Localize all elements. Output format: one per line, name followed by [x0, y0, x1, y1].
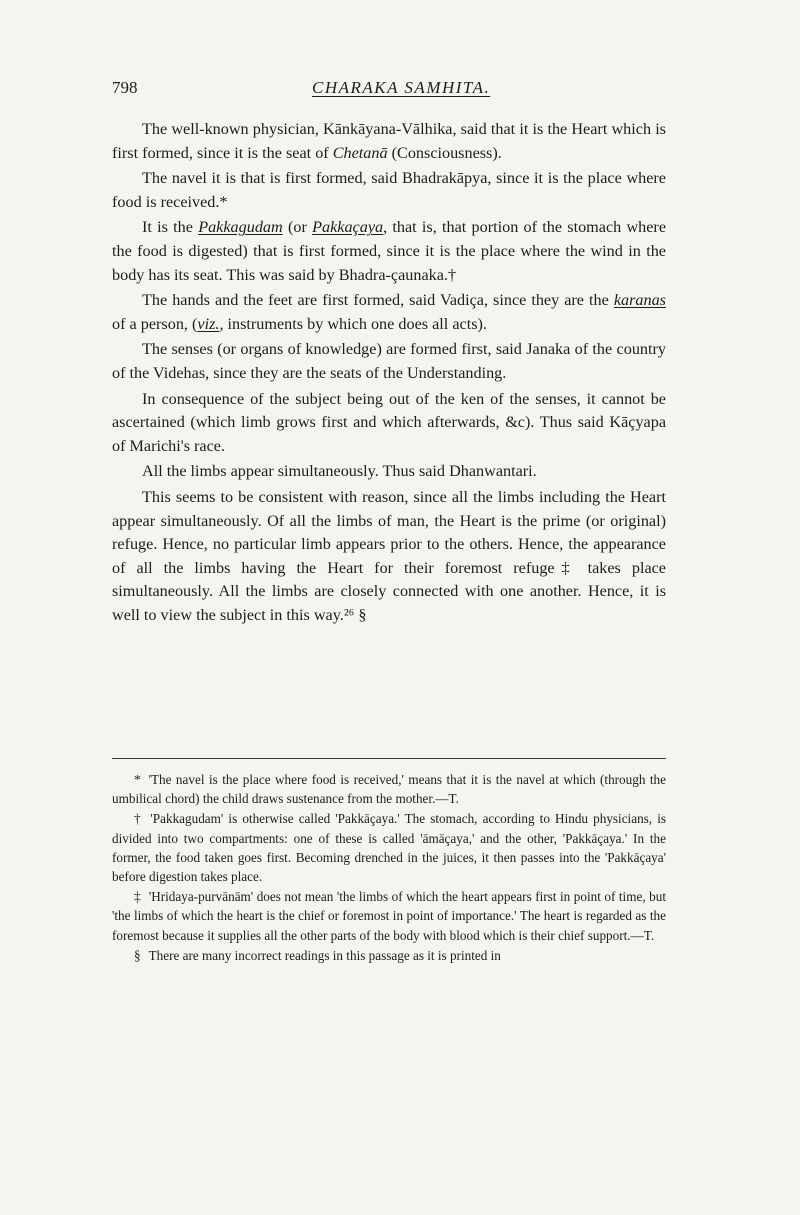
paragraph-simultaneous: All the limbs appear simultaneously. Thus said Dhanwantari. [142, 462, 537, 481]
footnote-mark: † [134, 811, 143, 827]
text-run: of a person, ( [112, 314, 198, 333]
text-run: The well-known physician, Kānkāyana-Vālhika, said that it is the Heart which is first formed, since it is the seat of [112, 120, 666, 162]
paragraph-navel: The navel it is that is first formed, said Bhadrakāpya, since it is the place where food is received.* [112, 169, 666, 211]
page-header [112, 78, 672, 104]
footnote [112, 887, 666, 945]
footnote-text: There are many incorrect readings in this passage as it is printed in [148, 947, 501, 963]
paragraph-consistent: This seems to be consistent with reason, since all the limbs including the Heart appear simultaneously. Of all the limbs of man, the Heart is the prime (or original) refuge. Hence, no particular limb appears prior to the others. Hence, the appearance of all the limbs having the Heart for their foremost refuge‡ takes place simultaneously. All the limbs are closely connected with one another. Hence, it is well to view the subject in this way.²⁶ § [112, 487, 666, 624]
running-title: CHARAKA SAMHITA. [312, 78, 491, 97]
text-run: (Consciousness). [387, 143, 502, 162]
text-run-italic: viz. [197, 314, 220, 333]
footnote [112, 946, 666, 965]
page-number: 798 [112, 78, 138, 97]
text-run-italic: Chetanā [332, 143, 388, 162]
footnote-text: 'The navel is the place where food is received,' means that it is the navel at which (through the umbilical chord) the child draws sustenance from the mother.—T. [112, 772, 666, 807]
paragraph-ken: In consequence of the subject being out of the ken of the senses, it cannot be ascertained (which limb grows first and which afterwards, &c). Thus said Kāçyapa of Marichi's race. [112, 389, 666, 455]
footnote-mark: * [134, 772, 141, 787]
footnote-mark: ‡ [134, 889, 141, 905]
text-run: The hands and the feet are first formed, said Vadiça, since they are the [142, 291, 614, 310]
paragraph-pakkagudam [112, 216, 666, 287]
text-run-italic: karanas [613, 291, 666, 310]
text-run-italic: Pakkagudam [198, 218, 283, 237]
footnote-divider [112, 758, 666, 759]
paragraph-hands-feet [112, 289, 666, 336]
footnote-mark: § [134, 947, 141, 963]
footnote [112, 809, 666, 886]
footnote [112, 770, 666, 808]
text-run-italic: Pakkaçaya [312, 218, 384, 237]
text-run: (or [282, 218, 313, 237]
paragraph-heart [112, 118, 666, 165]
text-run: , instruments by which one does all acts). [219, 314, 487, 333]
footnotes [112, 770, 666, 966]
text-run: , that is, that portion of the stomach where the food is digested) that is first formed, since it is the place where the wind in the body has its seat. This was said by Bhadra-çaunaka.† [112, 218, 667, 284]
footnote-text: 'Hridaya-purvānām' does not mean 'the limbs of which the heart appears first in point of time, but 'the limbs of which the heart is the chief or foremost in point of importance.' The heart is regarded as the foremost because it supplies all the other parts of the body with blood which is their chief support.—T. [112, 889, 666, 943]
main-text [112, 118, 666, 629]
paragraph-senses: The senses (or organs of knowledge) are formed first, said Janaka of the country of the Videhas, since they are the seats of the Understanding. [112, 340, 666, 382]
footnote-text: 'Pakkagudam' is otherwise called 'Pakkāçaya.' The stomach, according to Hindu physicians, is divided into two compartments: one of these is called 'āmāçaya,' and the other, 'Pakkāçaya.' In the former, the food taken goes first. Becoming drenched in the juices, it then passes into the 'Pakkāçaya' before digestion takes place. [112, 811, 667, 885]
text-run: It is the [142, 218, 199, 237]
